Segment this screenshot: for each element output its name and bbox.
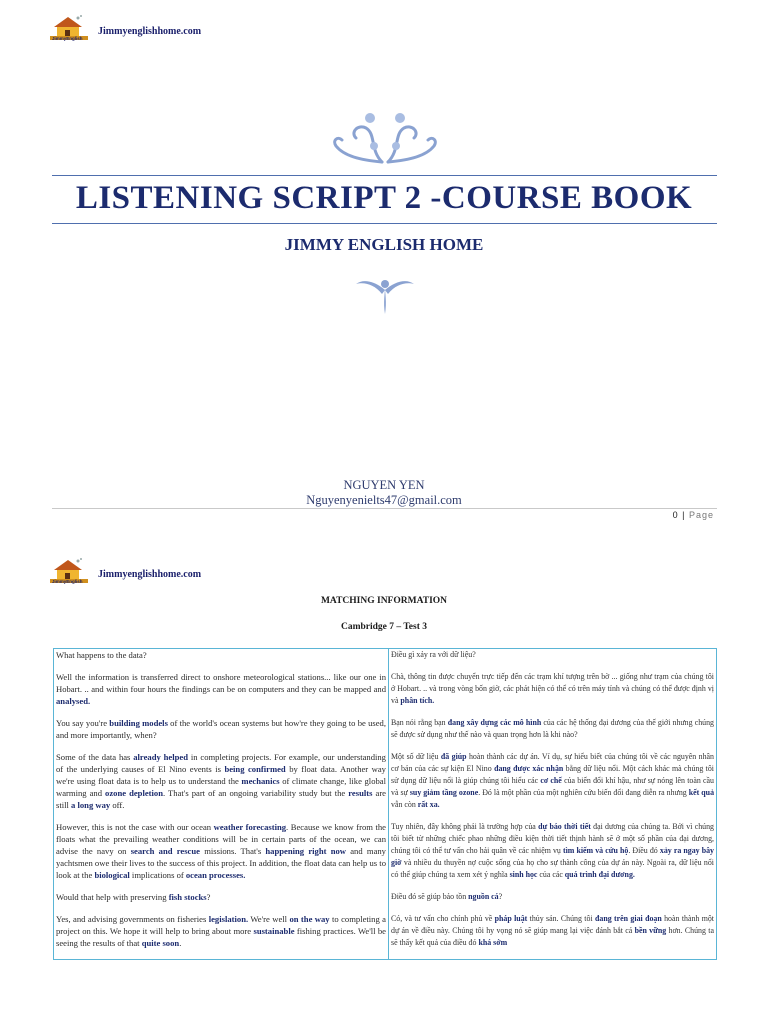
script-table xyxy=(53,648,717,960)
vietnamese-paragraph: Điều gì xảy ra với dữ liệu? xyxy=(391,650,476,659)
house-logo-icon xyxy=(48,14,92,42)
english-paragraph: Some of the data has already helped in completing projects. For example, our understanding of the underlying causes of El Nino events is being confirmed by float data. Another way we're using float data is to help us to understand the mechanics of climate change, like global warming and ozone depletion. That's part of an ongoing variability study but the results are still a long way off. xyxy=(56,752,386,810)
section-heading: MATCHING INFORMATION xyxy=(320,596,448,606)
floral-ornament-bottom-icon xyxy=(354,276,416,316)
title-rule-bottom xyxy=(52,223,717,224)
english-paragraph: However, this is not the case with our ocean weather forecasting. Because we know from the floats what the prevailing weather conditions will be in certain parts of the ocean, we can advise the navy on search and rescue missions. That's happening right now and many yachtsmen owe their lives to the success of this project. In addition, the float data can help us to look at the biological implications of ocean processes. xyxy=(56,822,386,880)
document-title: LISTENING SCRIPT 2 -COURSE BOOK xyxy=(75,180,693,216)
test-heading: Cambridge 7 – Test 3 xyxy=(340,622,428,632)
english-paragraph: Would that help with preserving fish stocks? xyxy=(56,892,211,902)
page-number-separator: | xyxy=(682,510,686,520)
vietnamese-paragraph: Có, và tư vấn cho chính phủ về pháp luật thủy sản. Chúng tôi đang trên giai đoạn hoàn thành một dự án về điều này. Chúng tôi hy vọng nó sẽ giúp mang lại việc đánh bắt cá bền vững hơn. Chúng ta sẽ thấy kết quả của điều đó khá sớm xyxy=(391,914,714,947)
author-email[interactable]: Nguyenyenielts47@gmail.com xyxy=(306,493,462,507)
english-paragraph: Well the information is transferred direct to onshore meteorological stations... like our one in Hobart. .. and within four hours the findings can be on computers and they can be mapped and analysed. xyxy=(56,672,386,706)
vietnamese-paragraph: Chà, thông tin được chuyển trực tiếp đến các trạm khí tượng trên bờ ... giống như trạm của chúng tôi ở Hobart. .. và trong vòng bốn giờ, các phát hiện có thể có trên máy tính và chúng có thể được định vị và phân tích. xyxy=(391,672,714,705)
vietnamese-paragraph: Tuy nhiên, đây không phải là trường hợp của dự báo thời tiết đại dương của chúng ta. Bởi vì chúng tôi biết từ những chiếc phao những điều kiện thời tiết thịnh hành sẽ ở một số phần của đại dương, chúng tôi có thể tư vấn cho hải quân về các nhiệm vụ tìm kiếm và cứu hộ. Điều đó xảy ra ngay bây giờ và nhiều du thuyền nợ cuộc sống của họ cho sự thành công của dự án này. Ngoài ra, dữ liệu nổi có thể giúp chúng ta xem xét ý nghĩa sinh học của các quá trình đại dương. xyxy=(391,822,714,879)
page-word: Page xyxy=(688,510,714,520)
svg-text:JimmyEnglish: JimmyEnglish xyxy=(52,579,83,584)
vietnamese-paragraph: Bạn nói rằng bạn đang xây dựng các mô hình của các hệ thống đại dương của thế giới nhưng chúng sẽ được sử dụng như thế nào và quan trọng hơn là khi nào? xyxy=(391,718,714,739)
vietnamese-paragraph: Một số dữ liệu đã giúp hoàn thành các dự án. Ví dụ, sự hiểu biết của chúng tôi về các nguyên nhân cơ bản của các sự kiện El Nino đang được xác nhận bằng dữ liệu nổi. Một cách khác mà chúng tôi sử dụng dữ liệu nổi là giúp chúng tôi hiểu các cơ chế của biến đổi khí hậu, như sự nóng lên toàn cầu và sự suy giảm tầng ozone. Đó là một phần của một nghiên cứu biến đổi đang diễn ra nhưng kết quả vẫn còn rất xa. xyxy=(391,752,715,809)
author-block xyxy=(0,478,768,508)
svg-text:JimmyEnglish: JimmyEnglish xyxy=(52,36,83,41)
house-logo-icon xyxy=(48,557,92,585)
page-number xyxy=(673,510,714,520)
page-number-value: 0 xyxy=(672,510,679,520)
vietnamese-column xyxy=(389,649,717,960)
english-paragraph: Yes, and advising governments on fisheries legislation. We're well on the way to completing a project on this. We hope it will help to bring about more sustainable fishing practices. We'll be seeing the results of that quite soon. xyxy=(56,914,386,948)
floral-ornament-top-icon xyxy=(330,110,440,166)
table-row xyxy=(54,649,717,960)
english-paragraph: You say you're building models of the world's ocean systems but how're they going to be used, and more importantly, when? xyxy=(56,718,386,740)
site-url[interactable]: Jimmyenglishhome.com xyxy=(98,26,202,37)
vietnamese-paragraph: Điều đó sẽ giúp bảo tồn nguồn cá? xyxy=(391,892,503,901)
title-rule-top xyxy=(52,175,717,176)
header-logo xyxy=(48,14,92,42)
english-paragraph: What happens to the data? xyxy=(56,650,147,660)
footer-rule xyxy=(52,508,717,509)
page2-logo xyxy=(48,557,92,585)
english-column xyxy=(54,649,389,960)
document-subtitle: JIMMY ENGLISH HOME xyxy=(284,235,484,254)
page2-site-url[interactable]: Jimmyenglishhome.com xyxy=(98,569,202,580)
author-name: NGUYEN YEN xyxy=(343,478,425,492)
